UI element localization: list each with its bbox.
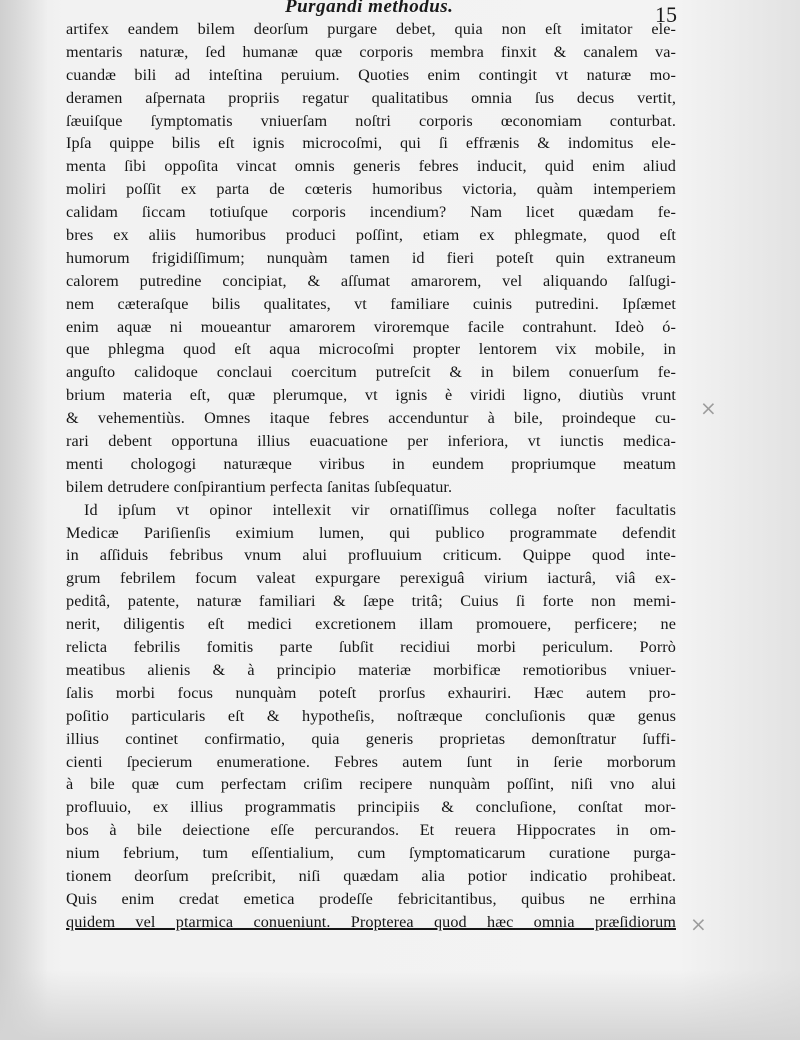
text-line: Id ipſum vt opinor intellexit vir ornatiſſimus collega noſter facultatis bbox=[84, 500, 676, 519]
text-line: deramen aſpernata propriis regatur qualitatibus omnia ſus decus vertit, bbox=[66, 88, 676, 107]
text-line: nium febrium, tum eſſentialium, cum ſymptomaticarum curatione purga- bbox=[66, 844, 676, 863]
text-line: tionem deorſum preſcribit, niſi quædam alia potior indicatio prohibeat. bbox=[66, 866, 676, 885]
text-line: mentaris naturæ, ſed humanæ quæ corporis membra finxit & canalem va- bbox=[66, 42, 676, 61]
text-line: brium materia eſt, quæ plerumque, vt ignis è viridi ligno, diutiùs vrunt bbox=[66, 386, 676, 405]
text-line: ſalis morbi focus nunquàm poteſt prorſus exhauriri. Hæc autem pro- bbox=[66, 683, 676, 702]
gutter-shadow bbox=[0, 0, 48, 1040]
text-line: cuandæ bili ad inteſtina peruium. Quoties enim contingit vt naturæ mo- bbox=[66, 65, 676, 84]
text-line: que phlegma quod eſt aqua microcoſmi propter lentorem vix mobile, in bbox=[66, 340, 676, 359]
text-line: meatibus alienis & à principio materiæ morbificæ remotioribus vniuer- bbox=[66, 660, 676, 679]
text-line: bos à bile deiectione eſſe percurandos. Et reuera Hippocrates in om- bbox=[66, 821, 676, 840]
bleed-through-mark: ⨯ bbox=[700, 398, 717, 420]
text-line: ſæuiſque ſymptomatis vniuerſam noſtri corporis œconomiam conturbat. bbox=[66, 111, 676, 130]
text-line: profluuio, ex illius programmatis principiis & concluſione, conſtat mor- bbox=[66, 798, 676, 817]
text-line: peditâ, patente, naturæ familiari & ſæpe tritâ; Cuius ſi forte non memi- bbox=[66, 592, 676, 611]
text-line: anguſto calidoque conclaui coercitum putreſcit & in bilem conuerſum fe- bbox=[66, 363, 676, 382]
page-number: 15 bbox=[655, 2, 677, 27]
text-line: bres ex aliis humoribus produci poſſint, etiam ex phlegmate, quod eſt bbox=[66, 226, 676, 245]
text-line: Quis enim credat emetica prodeſſe febricitantibus, quibus ne errhina bbox=[66, 889, 676, 908]
text-line: in aſſiduis febribus vnum alui profluuium criticum. Quippe quod inte- bbox=[66, 546, 676, 565]
text-line: poſitio particularis eſt & hypotheſis, noſtræque concluſionis quæ genus bbox=[66, 706, 676, 725]
text-line: relicta febrilis fomitis parte ſubſit recidiui morbi periculum. Porrò bbox=[66, 638, 676, 657]
text-line: moliri poſſit ex parta de cœteris humoribus victoria, quàm intemperiem bbox=[66, 180, 676, 199]
text-line: bilem detrudere conſpirantium perfecta ſanitas ſubſequatur. bbox=[66, 477, 453, 496]
text-line: cienti ſpecierum enumeratione. Febres autem ſunt in ſerie morborum bbox=[66, 752, 676, 771]
text-line: rari debent opportuna illius euacuatione per inferiora, vt iunctis medica- bbox=[66, 432, 676, 451]
bottom-shadow bbox=[0, 970, 800, 1040]
body-text bbox=[66, 18, 676, 934]
text-line: humorum frigidiſſimum; nunquàm tamen id fieri poteſt quin extraneum bbox=[66, 248, 676, 267]
text-line: enim aquæ ni moueantur amarorem viroremque facile contrahunt. Ideò ó- bbox=[66, 317, 676, 336]
text-line: calorem putredine concipiat, & aſſumat amarorem, vel aliquando ſalſugi- bbox=[66, 271, 676, 290]
text-line: & vehementiùs. Omnes itaque febres accenduntur à bile, proindeque cu- bbox=[66, 409, 676, 428]
text-line: menti chologogi naturæque viribus in eundem propriumque meatum bbox=[66, 454, 676, 473]
text-line: menta ſibi oppoſita vincat omnis generis febres inducit, quid enim aliud bbox=[66, 157, 676, 176]
text-line: Medicæ Pariſienſis eximium lumen, qui publico programmate defendit bbox=[66, 523, 676, 542]
text-line: à bile quæ cum perfectam criſim recipere nunquàm poſſint, niſi vno alui bbox=[66, 775, 676, 794]
text-line: grum febrilem focum valeat expurgare perexiguâ virium iacturâ, viâ ex- bbox=[66, 569, 676, 588]
text-line: artifex eandem bilem deorſum purgare debet, quia non eſt imitator ele- bbox=[66, 20, 676, 38]
running-head: Purgandi methodus. bbox=[285, 0, 454, 17]
text-line: nerit, diligentis eſt medici excretionem illam promouere, perficere; ne bbox=[66, 615, 676, 634]
text-line: Ipſa quippe bilis eſt ignis microcoſmi, qui ſi effrænis & indomitus ele- bbox=[66, 134, 676, 153]
text-line: quidem vel ptarmica conueniunt. Propterea quod hæc omnia præſidiorum bbox=[66, 912, 676, 931]
bleed-through-mark: ⨯ bbox=[690, 914, 707, 936]
text-line: calidam ſiccam totiuſque corporis incendium? Nam licet quædam fe- bbox=[66, 203, 676, 222]
text-line: nem cæteraſque bilis qualitates, vt familiare cuinis putredini. Ipſæmet bbox=[66, 294, 676, 313]
text-line: illius continet confirmatio, quia generis proprietas demonſtratur ſuffi- bbox=[66, 729, 676, 748]
